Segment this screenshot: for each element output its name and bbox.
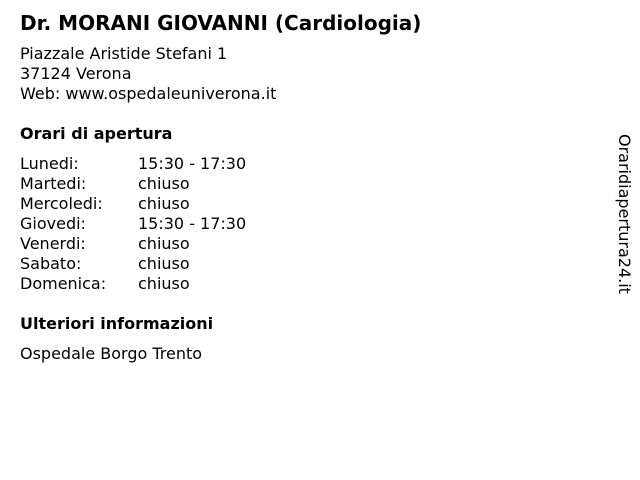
address-web[interactable]: Web: www.ospedaleuniverona.it [20,84,277,103]
day-label: Martedi: [20,174,87,193]
day-label: Domenica: [20,274,107,293]
hours-value: chiuso [138,274,190,293]
further-info-text: Ospedale Borgo Trento [20,344,203,363]
day-label: Lunedi: [20,154,79,173]
day-label: Venerdi: [20,234,86,253]
hours-value: 15:30 - 17:30 [138,154,247,173]
address-street: Piazzale Aristide Stefani 1 [20,44,228,63]
day-label: Mercoledi: [20,194,103,213]
hours-value: 15:30 - 17:30 [138,214,247,233]
day-label: Giovedi: [20,214,86,233]
hours-value: chiuso [138,174,190,193]
page-title: Dr. MORANI GIOVANNI (Cardiologia) [20,11,422,35]
address-block [20,44,276,104]
opening-hours-heading: Orari di apertura [20,124,173,143]
further-info-heading: Ulteriori informazioni [20,314,214,333]
hours-value: chiuso [138,254,190,273]
day-label: Sabato: [20,254,82,273]
hours-value: chiuso [138,234,190,253]
address-city: 37124 Verona [20,64,132,83]
hours-value: chiuso [138,194,190,213]
brand-watermark: Oraridiapertura24.it [615,134,634,294]
